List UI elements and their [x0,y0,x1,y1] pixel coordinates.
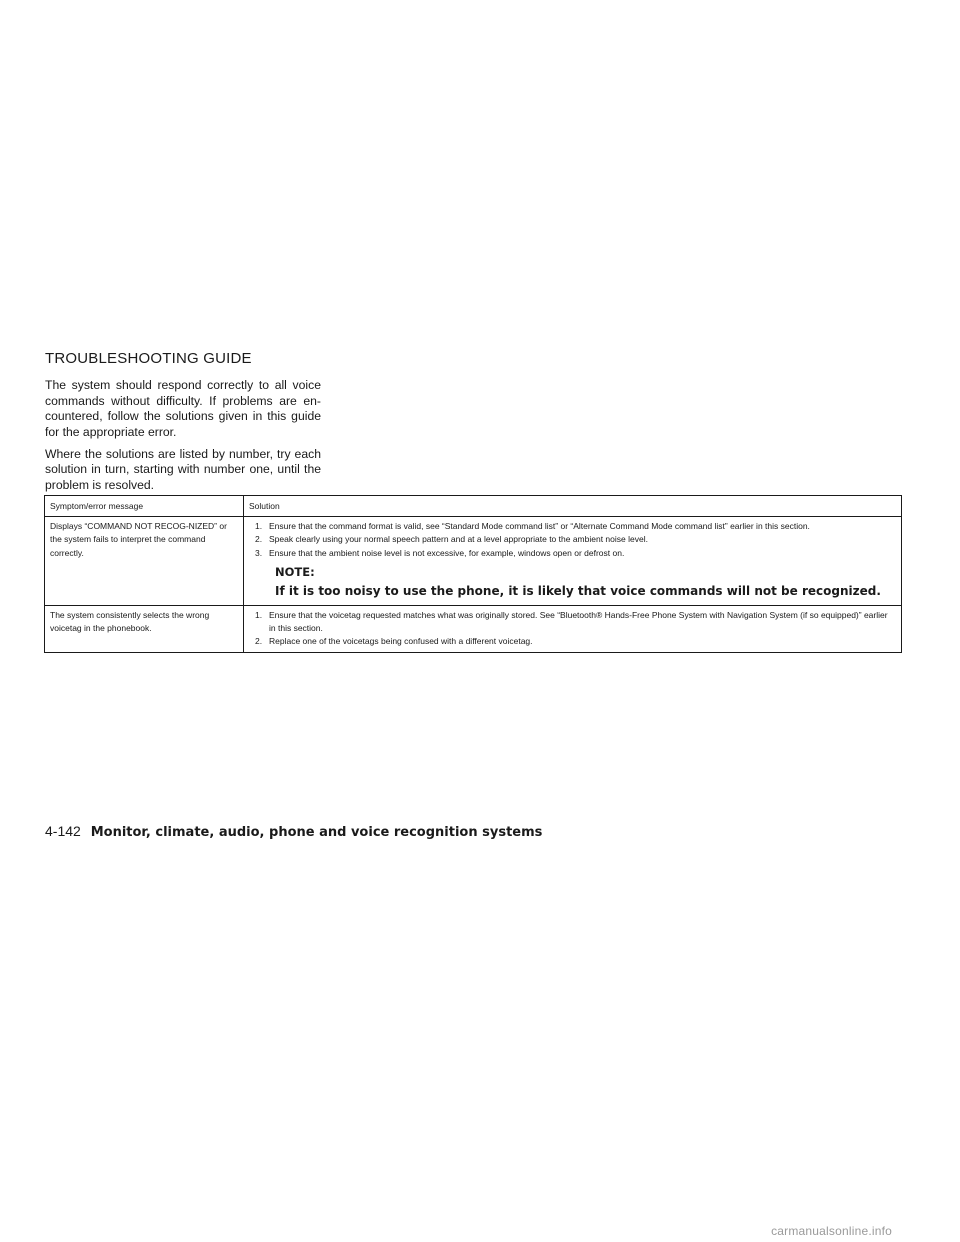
table-header-row [45,496,902,517]
intro-paragraph: The system should respond correctly to all voice commands without difficulty. If problems are en-countered, follow the solutions given in this guide for the appropriate error. [45,378,321,439]
solution-steps [249,609,895,649]
solution-step [249,533,895,546]
step-number: 1. [255,521,263,532]
intro-paragraph: Where the solutions are listed by number, try each solution in turn, starting with number one, until the problem is resolved. [45,446,321,493]
symptom-cell: The system consistently selects the wrong voicetag in the phonebook. [45,605,244,653]
troubleshooting-table [44,495,902,653]
intro-text [45,378,321,500]
note-label: NOTE: [275,564,315,579]
step-text: Ensure that the command format is valid, see “Standard Mode command list” or “Alternate Command Mode command list” earlier in this section. [269,521,810,532]
solution-step [249,635,895,648]
solution-step [249,547,895,560]
solution-cell [244,605,902,653]
step-text: Ensure that the ambient noise level is not excessive, for example, windows open or defrost on. [269,547,625,558]
step-number: 2. [255,636,263,647]
step-number: 2. [255,534,263,545]
solution-cell [244,517,902,606]
step-number: 1. [255,609,263,620]
note-block [249,564,895,599]
header-solution: Solution [244,496,902,517]
step-number: 3. [255,547,263,558]
page-number: 4-142 [45,823,81,839]
step-text: Replace one of the voicetags being confused with a different voicetag. [269,636,533,647]
header-symptom: Symptom/error message [45,496,244,517]
page-footer [45,823,542,840]
solution-steps [249,520,895,560]
solution-step [249,609,895,635]
chapter-title: Monitor, climate, audio, phone and voice recognition systems [90,825,543,840]
symptom-cell: Displays “COMMAND NOT RECOG-NIZED” or the system fails to interpret the command correctly. [45,517,244,606]
solution-step [249,520,895,533]
table-row [45,517,902,606]
table-row [45,605,902,653]
step-text: Ensure that the voicetag requested matches what was originally stored. See “Bluetooth® Hands-Free Phone System with Navigation System (if so equipped)” earlier in this section. [269,609,888,634]
step-text: Speak clearly using your normal speech pattern and at a level appropriate to the ambient noise level. [269,534,648,545]
note-text: If it is too noisy to use the phone, it is likely that voice commands will not be recognized. [275,583,881,598]
section-title: TROUBLESHOOTING GUIDE [45,350,252,367]
watermark: carmanualsonline.info [771,1224,892,1238]
